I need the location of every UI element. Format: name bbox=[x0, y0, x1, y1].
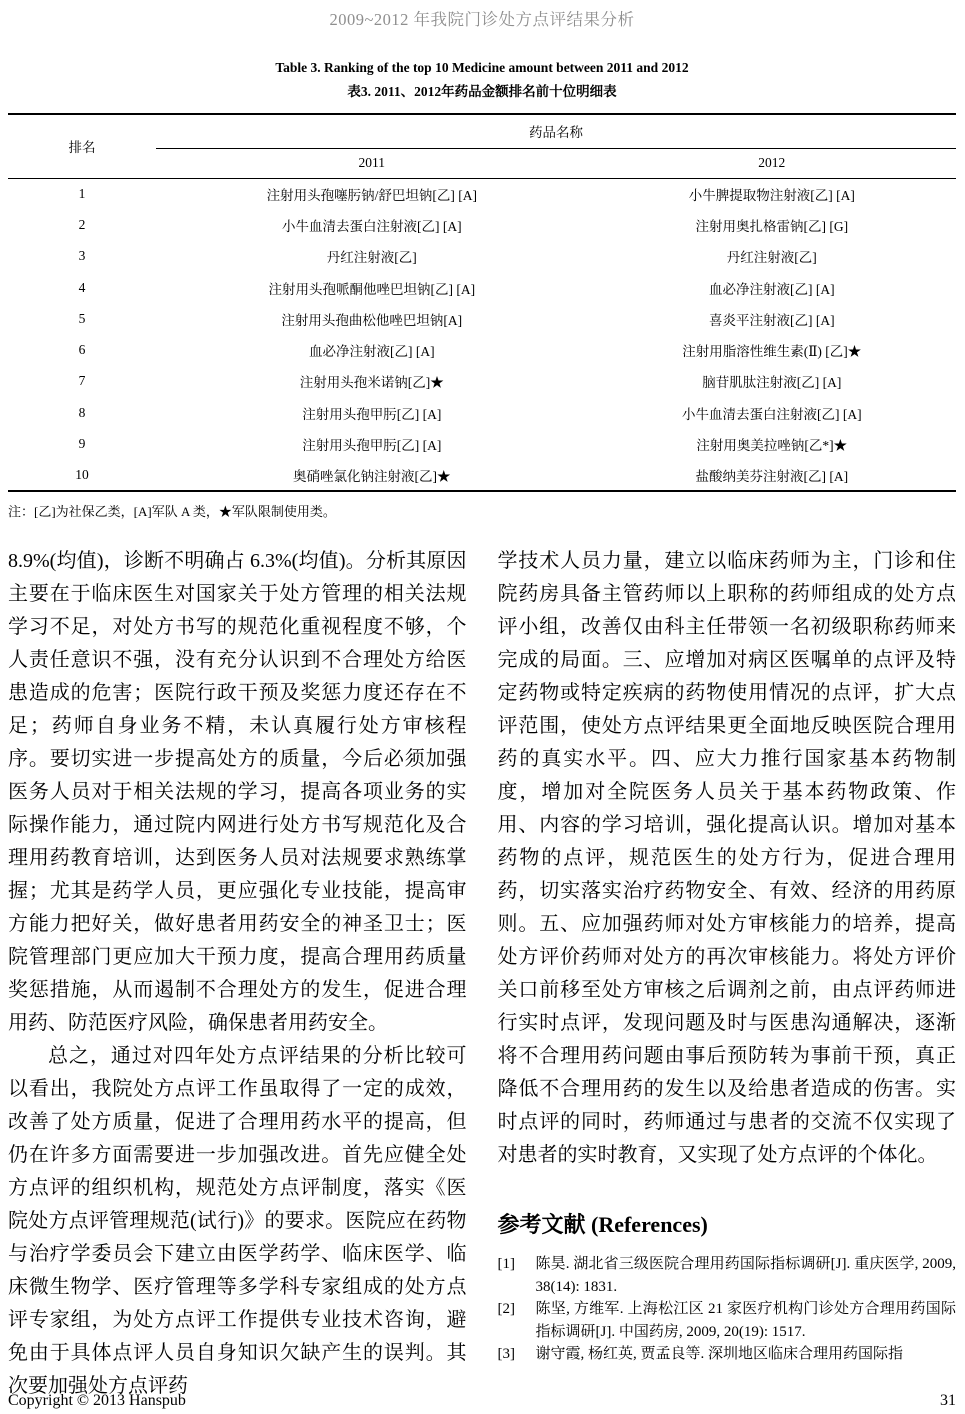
drug-2012-cell: 小牛血清去蛋白注射液[乙] [A] bbox=[681, 406, 862, 422]
year-2012-header: 2012 bbox=[588, 148, 956, 178]
rank-cell: 2 bbox=[78, 216, 86, 232]
drug-name-column-header: 药品名称 bbox=[156, 114, 956, 148]
rank-cell: 6 bbox=[78, 342, 86, 358]
drug-2012-cell: 盐酸纳美芬注射液[乙] [A] bbox=[695, 468, 849, 484]
table-row bbox=[8, 272, 956, 303]
table-row bbox=[8, 241, 956, 272]
drug-2011-cell: 奥硝唑氯化钠注射液[乙]★ bbox=[293, 468, 451, 484]
drug-2012-cell: 注射用奥美拉唑钠[乙*]★ bbox=[696, 438, 848, 454]
body-left-column bbox=[8, 545, 467, 1403]
reference-number: [2] bbox=[497, 1301, 515, 1318]
drug-2011-cell: 注射用头孢哌酮他唑巴坦钠[乙] [A] bbox=[268, 281, 476, 297]
table-row bbox=[8, 397, 956, 428]
paragraph: 8.9%(均值)，诊断不明确占 6.3%(均值)。分析其原因主要在于临床医生对国家关于处方管理的相关法规学习不足，对处方书写的规范化重视程度不够，个人责任意识不强，没有充分认识到不合理处方给医患造成的危害；医院行政干预及奖惩力度还存在不足；药师自身业务不精，未认真履行处方审核程序。要切实进一步提高处方的质量，今后必须加强医务人员对于相关法规的学习，提高各项业务的实际操作能力，通过院内网进行处方书写规范化及合理用药教育培训，达到医务人员对法规要求熟练掌握；尤其是药学人员，更应强化专业技能，提高审方能力把好关，做好患者用药安全的神圣卫士；医院管理部门更应加大干预力度，提高合理用药质量奖惩措施，从而遏制不合理处方的发生，促进合理用药、防范医疗风险，确保患者用药安全。 bbox=[8, 549, 467, 1034]
rank-cell: 1 bbox=[78, 185, 86, 201]
paragraph: 学技术人员力量，建立以临床药师为主，门诊和住院药房具备主管药师以上职称的药师组成的处方点评小组，改善仅由科主任带领一名初级职称药师来完成的局面。三、应增加对病区医嘱单的点评及特定药物或特定疾病的药物使用情况的点评，扩大点评范围，使处方点评结果更全面地反映医院合理用药的真实水平。四、应大力推行国家基本药物制度，增加对全院医务人员关于基本药物政策、作用、内容的学习培训，强化提高认识。增加对基本药物的点评，规范医生的处方行为，促进合理用药，切实落实治疗药物安全、有效、经济的用药原则。五、应加强药师对处方审核能力的培养，提高处方评价药师对处方的再次审核能力。将处方评价关口前移至处方审核之后调剂之前，由点评药师进行实时点评，发现问题及时与医患沟通解决，逐渐将不合理用药问题由事后预防转为事前干预，真正降低不合理用药的发生以及给患者造成的伤害。实时点评的同时，药师通过与患者的交流不仅实现了对患者的实时教育，又实现了处方点评的个体化。 bbox=[497, 549, 956, 1166]
body-right-column bbox=[498, 545, 957, 1403]
drug-2011-cell: 小牛血清去蛋白注射液[乙] [A] bbox=[281, 218, 462, 234]
rank-cell: 4 bbox=[78, 279, 86, 295]
table-row bbox=[8, 460, 956, 491]
reference-text: 陈坚, 方维军. 上海松江区 21 家医疗机构门诊处方合理用药国际指标调研[J]. 中国药房, 2009, 20(19): 1517. bbox=[535, 1301, 956, 1340]
drug-2011-cell: 注射用头孢曲松他唑巴坦钠[A] bbox=[281, 312, 463, 328]
table-title-zh: 表3. 2011、2012年药品金额排名前十位明细表 bbox=[347, 84, 617, 99]
rank-cell: 3 bbox=[78, 248, 86, 264]
drug-2012-cell: 丹红注射液[乙] bbox=[726, 250, 817, 266]
table-row bbox=[8, 303, 956, 334]
drug-2012-cell: 小牛脾提取物注射液[乙] [A] bbox=[688, 187, 855, 203]
drug-2012-cell: 喜炎平注射液[乙] [A] bbox=[708, 312, 835, 328]
reference-item bbox=[498, 1298, 957, 1343]
reference-number: [3] bbox=[497, 1346, 515, 1363]
drug-2011-cell: 注射用头孢甲肟[乙] [A] bbox=[302, 406, 442, 422]
table-row bbox=[8, 428, 956, 459]
rank-cell: 7 bbox=[78, 373, 86, 389]
reference-number: [1] bbox=[497, 1256, 515, 1273]
page-footer bbox=[8, 1392, 956, 1410]
ranking-table bbox=[8, 113, 956, 492]
drug-2012-cell: 注射用奥扎格雷钠[乙] [G] bbox=[695, 218, 849, 234]
drug-2011-cell: 注射用头孢甲肟[乙] [A] bbox=[302, 438, 442, 454]
drug-2012-cell: 注射用脂溶性维生素(Ⅱ) [乙]★ bbox=[682, 344, 862, 360]
drug-2011-cell: 注射用头孢米诺钠[乙]★ bbox=[299, 375, 444, 391]
rank-cell: 9 bbox=[78, 436, 86, 452]
table-note: 注：[乙]为社保乙类，[A]军队 A 类，★军队限制使用类。 bbox=[8, 503, 336, 519]
references-heading: 参考文献 (References) bbox=[497, 1211, 708, 1237]
rank-column-header: 排名 bbox=[8, 114, 156, 178]
drug-2011-cell: 血必净注射液[乙] [A] bbox=[308, 344, 435, 360]
reference-item bbox=[498, 1343, 957, 1366]
body-columns bbox=[8, 545, 956, 1403]
year-2011-header: 2011 bbox=[156, 148, 588, 178]
table-title-en: Table 3. Ranking of the top 10 Medicine amount between 2011 and 2012 bbox=[275, 60, 689, 75]
drug-2011-cell: 丹红注射液[乙] bbox=[326, 250, 417, 266]
reference-text: 陈昊. 湖北省三级医院合理用药国际指标调研[J]. 重庆医学, 2009, 38(14): 1831. bbox=[535, 1256, 956, 1295]
drug-2012-cell: 血必净注射液[乙] [A] bbox=[708, 281, 835, 297]
drug-2012-cell: 脑苷肌肽注射液[乙] [A] bbox=[702, 375, 842, 391]
rank-cell: 8 bbox=[78, 404, 86, 420]
reference-text: 谢守霞, 杨红英, 贾孟良等. 深圳地区临床合理用药国际指 bbox=[535, 1346, 904, 1363]
table-row bbox=[8, 209, 956, 240]
footer-copyright: Copyright © 2013 Hanspub bbox=[8, 1392, 186, 1409]
running-title: 2009~2012 年我院门诊处方点评结果分析 bbox=[329, 10, 635, 29]
paragraph: 总之，通过对四年处方点评结果的分析比较可以看出，我院处方点评工作虽取得了一定的成效，改善了处方质量，促进了合理用药水平的提高，但仍在许多方面需要进一步加强改进。首先应健全处方点评的组织机构，规范处方点评制度，落实《医院处方点评管理规范(试行)》的要求。医院应在药物与治疗学委员会下建立由医学药学、临床医学、临床微生物学、医疗管理等多学科专家组成的处方点评专家组，为处方点评工作提供专业技术咨询，避免由于具体点评人员自身知识欠缺产生的误判。其次要加强处方点评药 bbox=[8, 1044, 467, 1397]
page-number: 31 bbox=[940, 1392, 956, 1409]
drug-2011-cell: 注射用头孢噻肟钠/舒巴坦钠[乙] [A] bbox=[266, 187, 477, 203]
rank-cell: 10 bbox=[75, 466, 89, 482]
references-list bbox=[498, 1253, 957, 1366]
table-row bbox=[8, 178, 956, 209]
table-title-block bbox=[8, 60, 956, 100]
rank-cell: 5 bbox=[78, 310, 86, 326]
table-row bbox=[8, 366, 956, 397]
reference-item bbox=[498, 1253, 957, 1298]
table-row bbox=[8, 334, 956, 365]
